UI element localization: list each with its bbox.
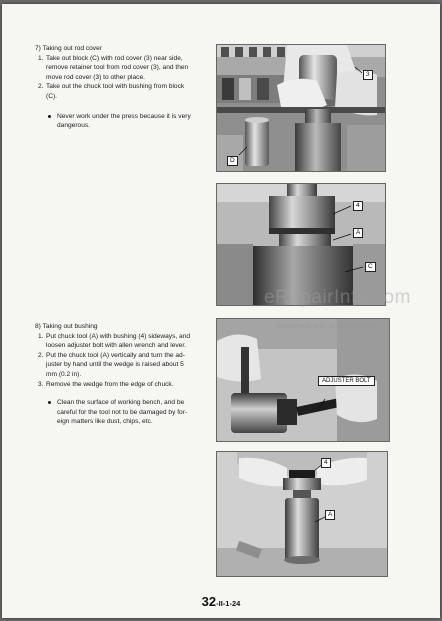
photo-rod-cover-removal [216,44,386,172]
watermark-sample: watermark only on this sample [276,321,378,330]
safety-note: Never work under the press because it is very dangerous. [35,112,211,131]
section-taking-out-bushing [35,322,211,427]
step-item: 3. Remove the wedge from the edge of chuck. [38,380,174,388]
photo-loosen-adjuster-bolt [216,318,390,442]
callout-label: 3 [363,70,373,80]
step-item: 2. Put the chuck tool (A) vertically and turn the ad- juster by hand until the wedge is raised about 5 mm (0.2 in). [38,351,185,378]
section-taking-out-rod-cover [35,44,211,131]
step-item: 2. Take out the chuck tool with bushing from block (C). [38,83,185,100]
section-heading: 7) Taking out rod cover [35,45,102,52]
callout-label: A [325,510,335,520]
manual-page [2,4,440,618]
callout-label: D [227,156,238,166]
bullet-icon [48,115,51,118]
callout-label: C [365,262,376,272]
photo-remove-wedge [216,451,388,577]
page-number: 32-II-1-24 [201,594,241,609]
callout-label: ADJUSTER BOLT [318,376,375,386]
step-item: 1. Take out block (C) with rod cover (3) near side, remove retainer tool from rod cover (3), and then move rod cover (3) to other place. [38,54,189,81]
callout-label: A [353,228,363,238]
watermark-brand: eRepairInfo.com [264,287,411,308]
bullet-icon [48,401,51,404]
section-heading: 8) Taking out bushing [35,323,98,330]
callout-label: 4 [321,458,331,468]
step-item: 1. Put chuck tool (A) with bushing (4) sideways, and loosen adjuster bolt with allen wrench and lever. [38,332,191,350]
cleaning-note: Clean the surface of working bench, and be careful for the tool not to be damaged by for- eign matters like dust, chips, etc. [35,398,211,427]
callout-label: 4 [353,201,363,211]
